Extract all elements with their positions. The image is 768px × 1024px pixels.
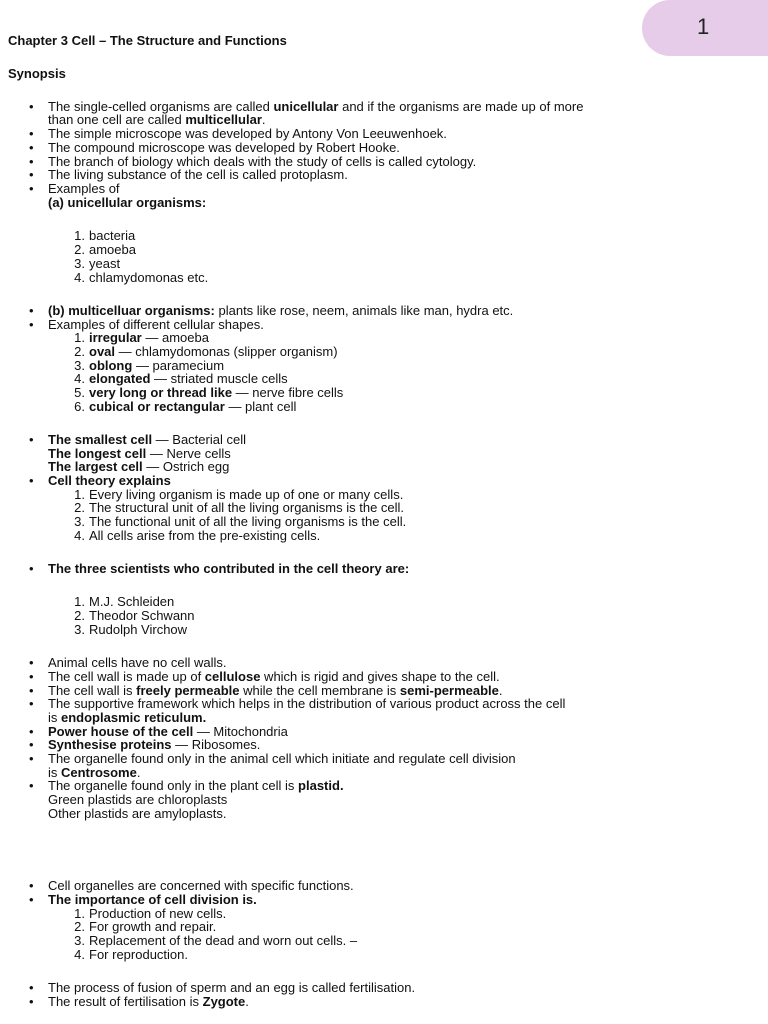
bullet-continuation: Green plastids are chloroplasts bbox=[48, 792, 228, 807]
subheading-unicellular: (a) unicellular organisms: bbox=[48, 195, 207, 210]
bullet-continuation: is endoplasmic reticulum. bbox=[48, 710, 207, 725]
page-number-badge bbox=[642, 0, 768, 56]
bullet-continuation: The longest cell — Nerve cells bbox=[48, 446, 231, 461]
chapter-title: Chapter 3 Cell – The Structure and Functions bbox=[8, 33, 287, 48]
bullet-continuation: than one cell are called multicellular. bbox=[48, 112, 266, 127]
bullet-continuation: The largest cell — Ostrich egg bbox=[48, 459, 230, 474]
bullet-continuation: is Centrosome. bbox=[48, 765, 141, 780]
bullet-continuation: Other plastids are amyloplasts. bbox=[48, 806, 227, 821]
page-number: 1 bbox=[697, 14, 710, 39]
synopsis-heading: Synopsis bbox=[8, 66, 66, 81]
